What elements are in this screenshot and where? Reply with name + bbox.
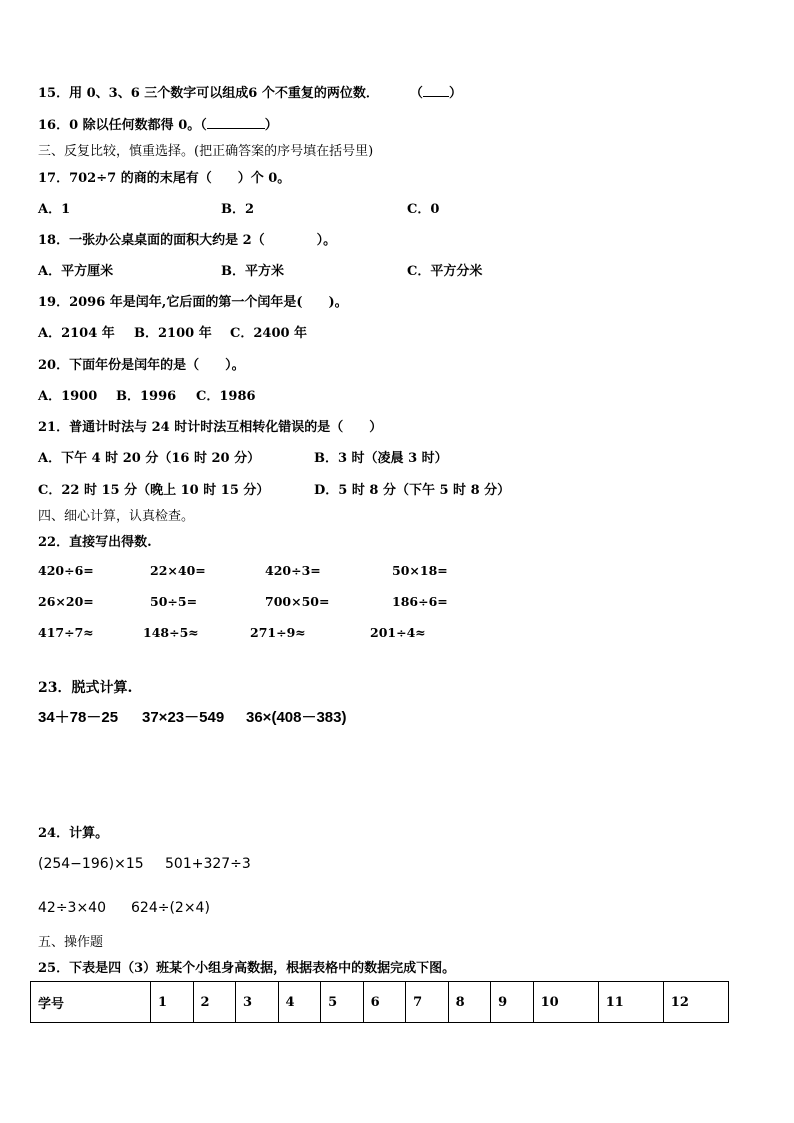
q21-option-b[interactable]: B．3 时（凌晨 3 时） xyxy=(314,451,448,466)
calc-item: 700×50= xyxy=(265,594,330,609)
table-cell: 4 xyxy=(278,982,321,1023)
table-cell: 学号 xyxy=(31,982,151,1023)
q20-option-a[interactable]: A．1900 xyxy=(38,389,98,404)
expression: 34＋78－25 xyxy=(38,709,119,726)
question-16-text: 16．0 除以任何数都得 0。（ xyxy=(38,118,207,133)
table-cell: 5 xyxy=(321,982,364,1023)
calc-item: 420÷3= xyxy=(265,563,321,578)
calc-item: 50÷5= xyxy=(150,594,198,609)
calc-item: 186÷6= xyxy=(392,594,448,609)
q18-option-a[interactable]: A．平方厘米 xyxy=(38,264,114,279)
q17-option-a[interactable]: A．1 xyxy=(38,202,71,217)
answer-bracket-close: ） xyxy=(264,118,278,133)
q21-option-a[interactable]: A．下午 4 时 20 分（16 时 20 分） xyxy=(38,451,261,466)
section-3-heading: 三、反复比较，慎重选择。(把正确答案的序号填在括号里) xyxy=(38,144,374,159)
calc-item: 26×20= xyxy=(38,594,94,609)
calc-item: 420÷6= xyxy=(38,563,94,578)
q19-option-c[interactable]: C．2400 年 xyxy=(230,326,308,341)
calc-item: 148÷5≈ xyxy=(143,625,199,640)
q17-option-b[interactable]: B．2 xyxy=(221,202,255,217)
question-16 xyxy=(38,114,278,133)
question-18: 18．一张办公桌桌面的面积大约是 2（ ）。 xyxy=(38,233,337,248)
calc-item: 417÷7≈ xyxy=(38,625,94,640)
section-5-heading: 五、操作题 xyxy=(38,935,104,950)
question-15 xyxy=(38,82,462,101)
question-23: 23．脱式计算. xyxy=(38,680,133,696)
expression: 501+327÷3 xyxy=(165,856,251,872)
answer-bracket-open: （ xyxy=(409,86,423,101)
question-24: 24．计算。 xyxy=(38,826,109,841)
section-4-heading: 四、细心计算，认真检查。 xyxy=(38,509,195,524)
q17-option-c[interactable]: C．0 xyxy=(407,202,440,217)
q18-option-c[interactable]: C．平方分米 xyxy=(407,264,483,279)
q18-option-b[interactable]: B．平方米 xyxy=(221,264,284,279)
expression: 624÷(2×4) xyxy=(131,900,210,916)
expression: 37×23－549 xyxy=(142,709,225,726)
question-20: 20．下面年份是闰年的是（ ）。 xyxy=(38,358,245,373)
table-cell: 7 xyxy=(406,982,449,1023)
question-25: 25．下表是四（3）班某个小组身高数据，根据表格中的数据完成下图。 xyxy=(38,961,456,976)
expression: (254−196)×15 xyxy=(38,856,144,872)
q19-option-a[interactable]: A．2104 年 xyxy=(38,326,115,341)
answer-blank[interactable] xyxy=(207,128,265,129)
table-cell: 1 xyxy=(151,982,194,1023)
question-22: 22．直接写出得数. xyxy=(38,535,152,550)
q20-option-c[interactable]: C．1986 xyxy=(196,389,256,404)
question-17: 17．702÷7 的商的末尾有（ ）个 0。 xyxy=(38,171,291,186)
q21-option-d[interactable]: D．5 时 8 分（下午 5 时 8 分） xyxy=(314,483,511,498)
table-cell: 9 xyxy=(491,982,534,1023)
expression: 42÷3×40 xyxy=(38,900,106,916)
table-cell: 11 xyxy=(598,982,663,1023)
table-cell: 12 xyxy=(663,982,728,1023)
height-data-table xyxy=(30,981,729,1023)
question-19: 19．2096 年是闰年,它后面的第一个闰年是( )。 xyxy=(38,295,348,310)
question-21: 21．普通计时法与 24 时计时法互相转化错误的是（ ） xyxy=(38,420,383,435)
answer-bracket-close: ） xyxy=(448,86,462,101)
table-cell: 8 xyxy=(448,982,491,1023)
answer-blank[interactable] xyxy=(423,96,449,97)
table-cell: 3 xyxy=(236,982,279,1023)
table-cell: 10 xyxy=(533,982,598,1023)
table-row xyxy=(31,982,729,1023)
q21-option-c[interactable]: C．22 时 15 分（晚上 10 时 15 分） xyxy=(38,483,270,498)
table-cell: 2 xyxy=(193,982,236,1023)
q19-option-b[interactable]: B．2100 年 xyxy=(134,326,212,341)
calc-item: 271÷9≈ xyxy=(250,625,306,640)
calc-item: 201÷4≈ xyxy=(370,625,426,640)
calc-item: 22×40= xyxy=(150,563,206,578)
q20-option-b[interactable]: B．1996 xyxy=(116,389,177,404)
table-cell: 6 xyxy=(363,982,406,1023)
calc-item: 50×18= xyxy=(392,563,448,578)
question-15-text: 15．用 0、3、6 三个数字可以组成6 个不重复的两位数． xyxy=(38,86,379,101)
expression: 36×(408－383) xyxy=(246,709,347,726)
